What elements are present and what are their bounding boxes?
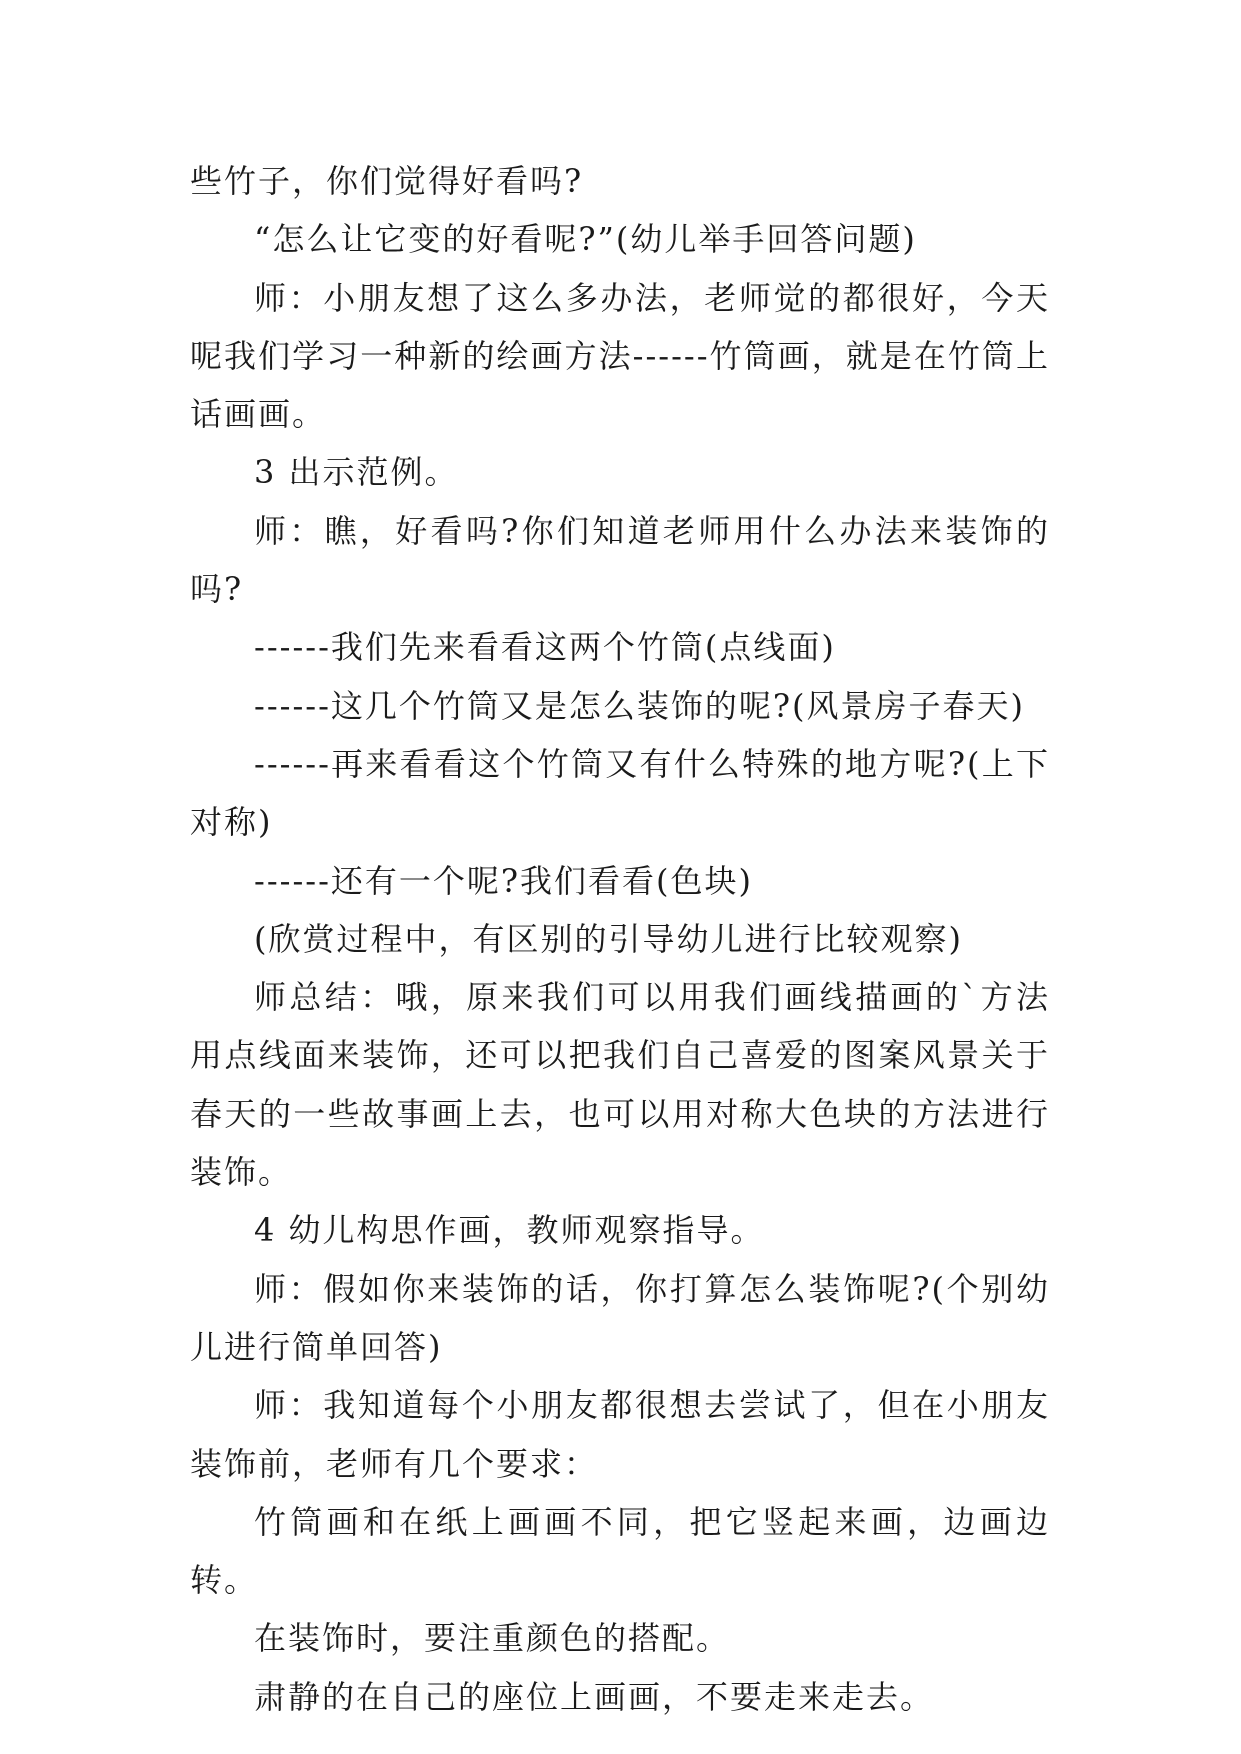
paragraph: (欣赏过程中，有区别的引导幼儿进行比较观察)	[254, 919, 963, 958]
paragraph: 师：我知道每个小朋友都很想去尝试了，但在小朋友装饰前，老师有几个要求：	[190, 1386, 1050, 1483]
paragraph: 3 出示范例。	[254, 453, 459, 492]
paragraph: ------这几个竹筒又是怎么装饰的呢?(风景房子春天)	[254, 686, 1026, 725]
paragraph: ------我们先来看看这两个竹筒(点线面)	[254, 628, 836, 667]
paragraph: ------再来看看这个竹筒又有什么特殊的地方呢?(上下对称)	[190, 744, 1050, 842]
paragraph: 些竹子，你们觉得好看吗?	[190, 162, 584, 200]
paragraph: 师：瞧，好看吗?你们知道老师用什么办法来装饰的吗?	[190, 511, 1050, 609]
document-body	[190, 152, 1050, 1726]
paragraph: 4 幼儿构思作画，教师观察指导。	[254, 1211, 765, 1250]
paragraph: 肃静的在自己的座位上画画，不要走来走去。	[254, 1677, 935, 1716]
paragraph: 竹筒画和在纸上画画不同，把它竖起来画，边画边转。	[190, 1502, 1050, 1600]
paragraph: 师：假如你来装饰的话，你打算怎么装饰呢?(个别幼儿进行简单回答)	[190, 1269, 1050, 1366]
paragraph: 师总结：哦，原来我们可以用我们画线描画的`方法用点线面来装饰，还可以把我们自己喜爱的图案风景关于春天的一些故事画上去，也可以用对称大色块的方法进行装饰。	[190, 978, 1050, 1192]
paragraph: ------还有一个呢?我们看看(色块)	[254, 861, 754, 900]
paragraph: “怎么让它变的好看呢?”(幼儿举手回答问题)	[254, 220, 917, 259]
paragraph: 师：小朋友想了这么多办法，老师觉的都很好，今天呢我们学习一种新的绘画方法------竹筒画，就是在竹筒上话画画。	[190, 278, 1050, 434]
paragraph: 在装饰时，要注重颜色的搭配。	[254, 1619, 731, 1658]
